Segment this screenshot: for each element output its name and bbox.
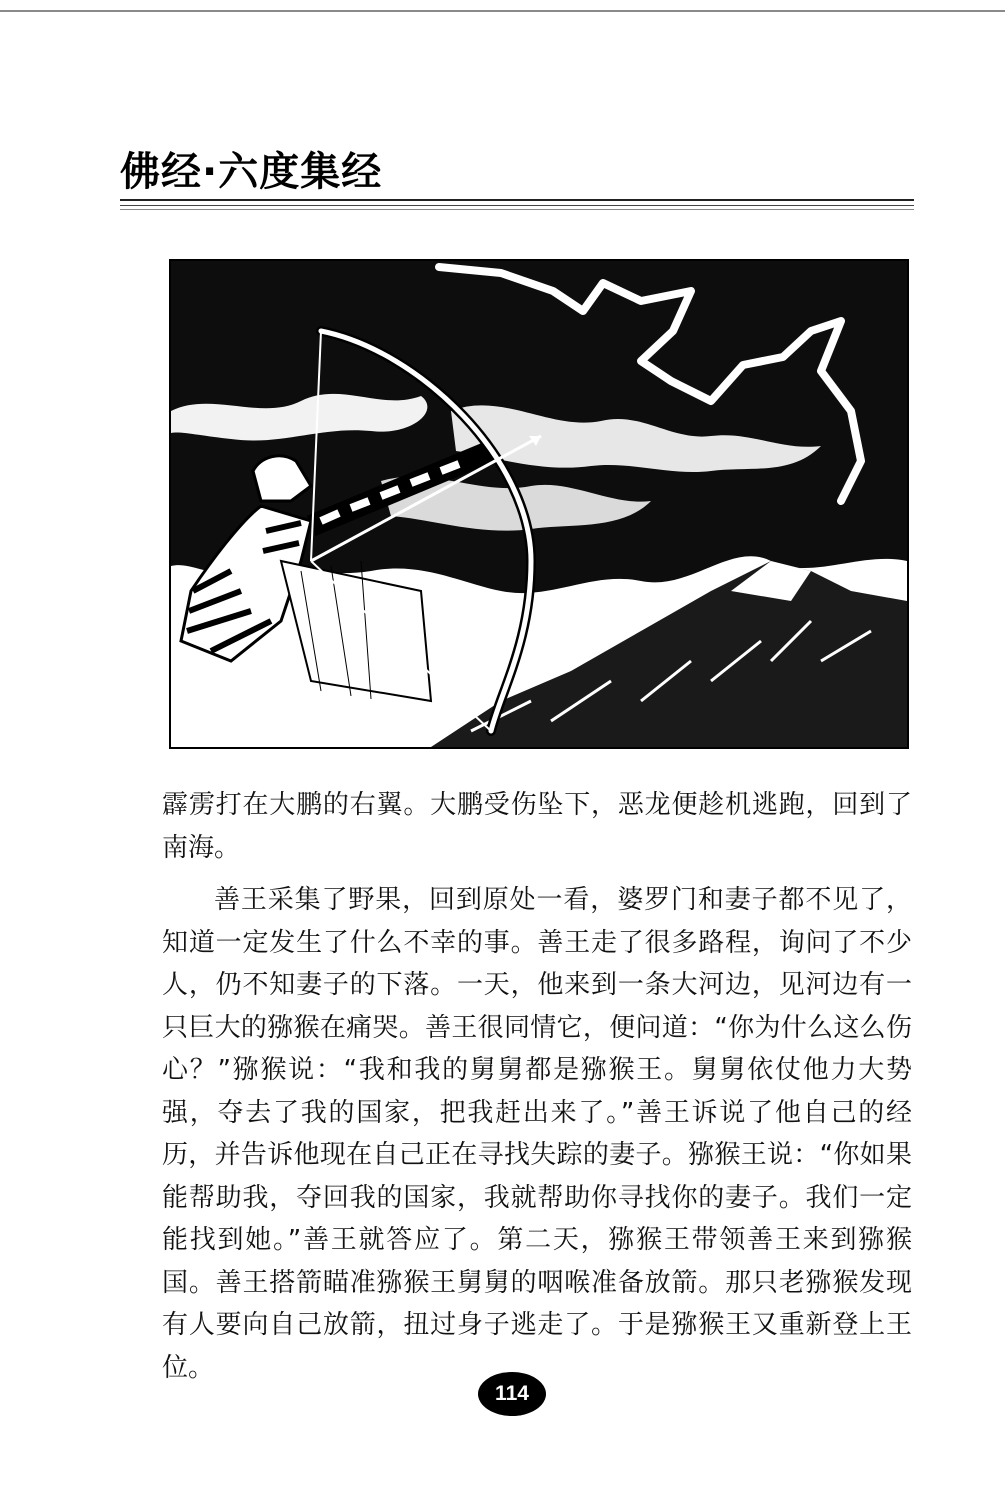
archer-illustration-drawing — [171, 261, 907, 747]
paragraph-2: 善王采集了野果，回到原处一看，婆罗门和妻子都不见了，知道一定发生了什么不幸的事。善王走了很多路程，询问了不少人，仍不知妻子的下落。一天，他来到一条大河边，见河边有一只巨大的猕猴在痛哭。善王很同情它，便问道：“你为什么这么伤心？”猕猴说：“我和我的舅舅都是猕猴王。舅舅依仗他力大势强，夺去了我的国家，把我赶出来了。”善王诉说了他自己的经历，并告诉他现在自己正在寻找失踪的妻子。猕猴王说：“你如果能帮助我，夺回我的国家，我就帮助你寻找你的妻子。我们一定能找到她。”善王就答应了。第二天，猕猴王带领善王来到猕猴国。善王搭箭瞄准猕猴王舅舅的咽喉准备放箭。那只老猕猴发现有人要向自己放箭，扭过身子逃走了。于是猕猴王又重新登上王位。 — [162, 885, 912, 1383]
top-edge-rule — [0, 10, 1005, 12]
header-rule — [120, 205, 914, 206]
header-rule — [120, 209, 914, 210]
body-text — [162, 784, 912, 1389]
page-number: 114 — [478, 1372, 546, 1416]
paragraph-1: 霹雳打在大鹏的右翼。大鹏受伤坠下，恶龙便趁机逃跑，回到了南海。 — [162, 790, 912, 863]
header-rule — [120, 199, 914, 201]
page-header-title: 佛经·六度集经 — [120, 149, 383, 195]
archer-illustration — [169, 259, 909, 749]
